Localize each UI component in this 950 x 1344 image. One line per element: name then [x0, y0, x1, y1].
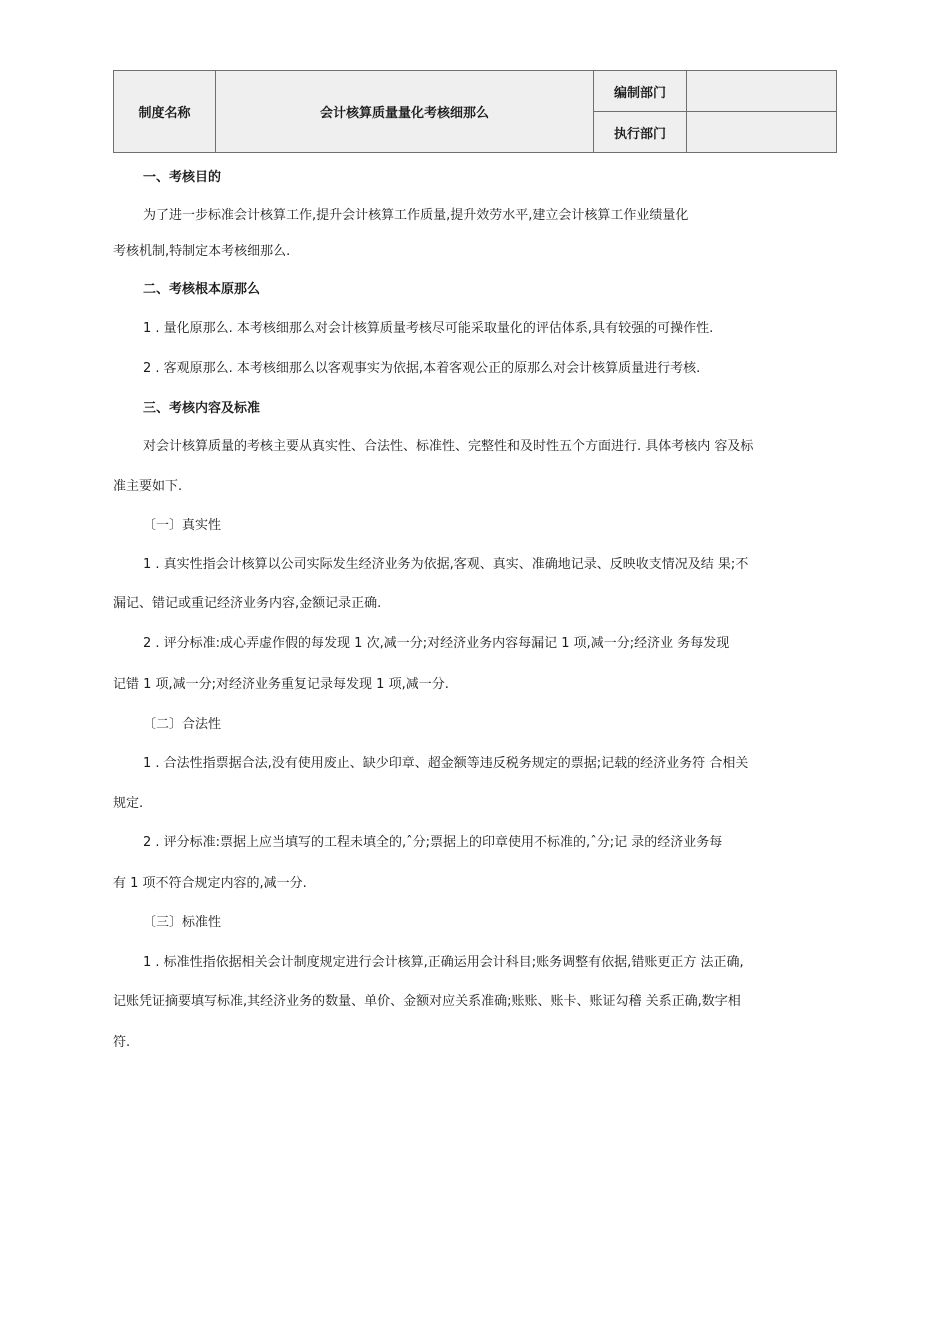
paragraph-line: 1 . 标准性指依据相关会计制度规定进行会计核算,正确运用会计科目;账务调整有依据,错账更正方 法正确,	[143, 955, 744, 970]
paragraph-line: 有 1 项不符合规定内容的,减一分.	[113, 876, 307, 891]
paragraph-line: 对会计核算质量的考核主要从真实性、合法性、标准性、完整性和及时性五个方面进行. 具体考核内 容及标	[143, 439, 754, 454]
label-compile-dept: 编制部门	[594, 71, 687, 112]
section-heading-1: 一、考核目的	[143, 170, 222, 185]
paragraph-line: 记错 1 项,减一分;对经济业务重复记录每发现 1 项,减一分.	[113, 677, 449, 692]
label-system-name: 制度名称	[114, 71, 216, 153]
section-heading-2: 二、考核根本原那么	[143, 282, 261, 297]
paragraph-line: 为了进一步标准会计核算工作,提升会计核算工作质量,提升效劳水平,建立会计核算工作业绩量化	[143, 208, 689, 223]
paragraph-line: 1 . 量化原那么. 本考核细那么对会计核算质量考核尽可能采取量化的评估体系,具有较强的可操作性.	[143, 321, 714, 336]
section-heading-3: 三、考核内容及标准	[143, 401, 261, 416]
value-execute-dept	[687, 112, 837, 153]
value-compile-dept	[687, 71, 837, 112]
paragraph-line: 漏记、错记或重记经济业务内容,金额记录正确.	[113, 596, 382, 611]
subsection-heading: 〔三〕标准性	[143, 915, 222, 930]
paragraph-line: 1 . 合法性指票据合法,没有使用废止、缺少印章、超金额等违反税务规定的票据;记载的经济业务符 合相关	[143, 756, 749, 771]
paragraph-line: 2 . 客观原那么. 本考核细那么以客观事实为依据,本着客观公正的原那么对会计核算质量进行考核.	[143, 361, 701, 376]
label-execute-dept: 执行部门	[594, 112, 687, 153]
paragraph-line: 2 . 评分标准:成心弄虚作假的每发现 1 次,减一分;对经济业务内容每漏记 1 项,减一分;经济业 务每发现	[143, 636, 730, 651]
paragraph-line: 规定.	[113, 796, 144, 811]
header-table	[113, 70, 837, 153]
subsection-heading: 〔一〕真实性	[143, 518, 222, 533]
paragraph-line: 符.	[113, 1035, 131, 1050]
paragraph-line: 2 . 评分标准:票据上应当填写的工程未填全的,ˆ分;票据上的印章使用不标准的,ˆ分;记 录的经济业务每	[143, 835, 723, 850]
system-title: 会计核算质量量化考核细那么	[216, 71, 594, 153]
subsection-heading: 〔二〕合法性	[143, 717, 222, 732]
paragraph-line: 考核机制,特制定本考核细那么.	[113, 244, 291, 259]
paragraph-line: 记账凭证摘要填写标准,其经济业务的数量、单价、金额对应关系准确;账账、账卡、账证勾稽 关系正确,数字相	[113, 994, 741, 1009]
paragraph-line: 准主要如下.	[113, 479, 183, 494]
paragraph-line: 1 . 真实性指会计核算以公司实际发生经济业务为依据,客观、真实、准确地记录、反映收支情况及结 果;不	[143, 557, 749, 572]
